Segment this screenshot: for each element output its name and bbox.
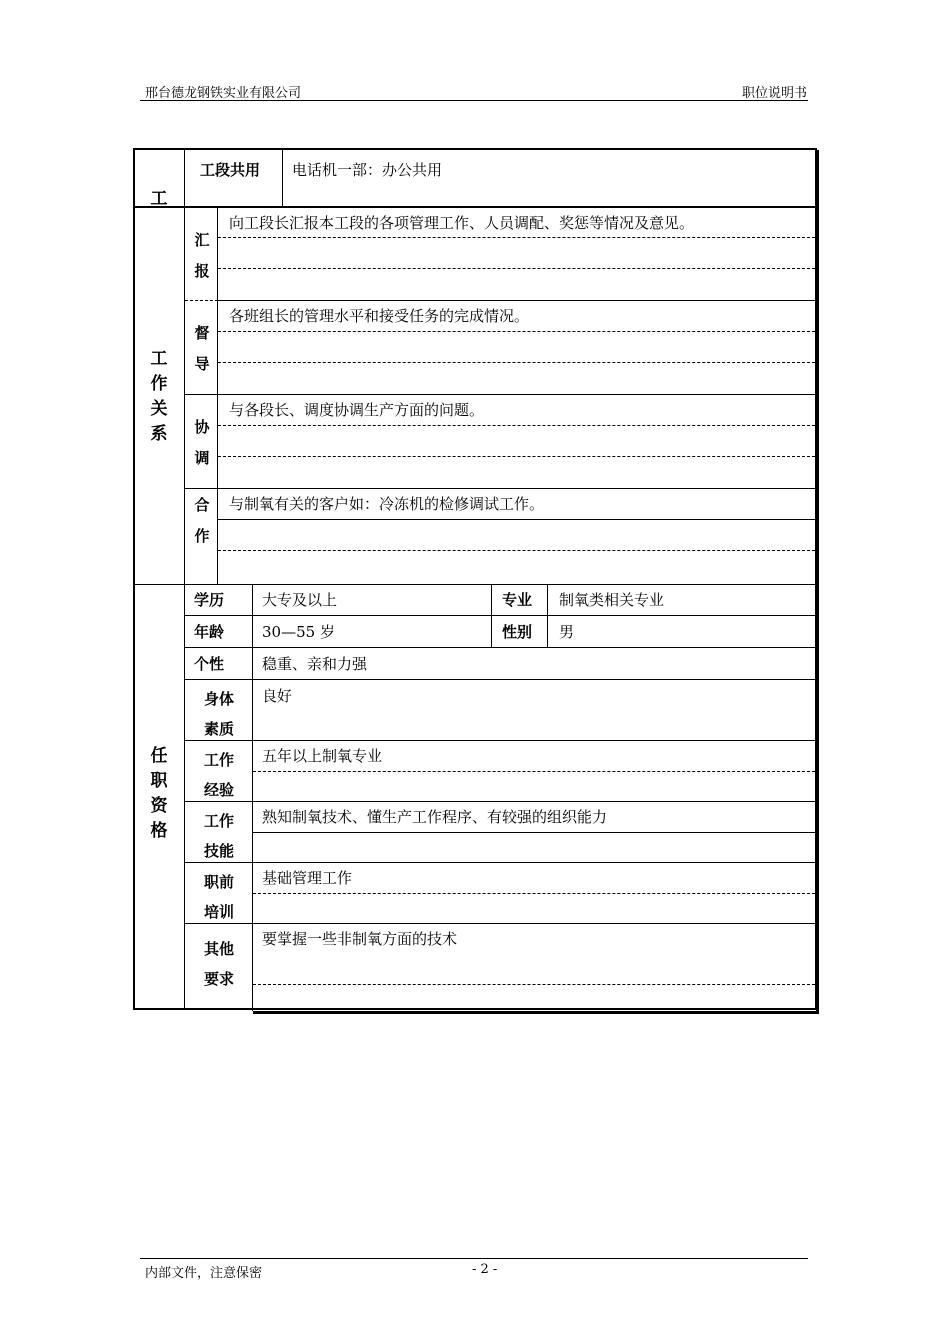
row-rule [185, 801, 815, 802]
company-name: 邢台德龙钢铁实业有限公司 [145, 86, 302, 101]
row-rule [185, 647, 815, 648]
dashed-rule [218, 456, 815, 457]
other-value: 要掌握一些非制氧方面的技术 [262, 930, 458, 948]
major-label: 专业 [502, 591, 533, 609]
row-rule [218, 300, 815, 301]
education-label: 学历 [194, 591, 225, 609]
dashed-rule [218, 268, 815, 269]
relation-text-cooperate: 与制氧有关的客户如：冷冻机的检修调试工作。 [229, 495, 545, 513]
row-rule [185, 862, 815, 863]
row-rule [185, 740, 815, 741]
training-value: 基础管理工作 [262, 869, 353, 887]
gender-value: 男 [559, 623, 575, 641]
row-rule [185, 615, 815, 616]
physical-label: 身体 素质 [203, 690, 234, 738]
relation-text-report: 向工段长汇报本工段的各项管理工作、人员调配、奖惩等情况及意见。 [229, 214, 695, 232]
relation-label-coordinate: 协 调 [194, 418, 210, 467]
personality-label: 个性 [194, 655, 225, 673]
cell-divider [491, 585, 492, 647]
physical-value: 良好 [262, 687, 293, 705]
row-rule [185, 488, 815, 489]
dashed-rule [218, 362, 815, 363]
experience-value: 五年以上制氧专业 [262, 747, 383, 765]
dashed-rule [218, 425, 815, 426]
dashed-rule [218, 331, 815, 332]
relation-text-supervise: 各班组长的管理水平和接受任务的完成情况。 [229, 307, 530, 325]
skills-value: 熟知制氧技术、懂生产工作程序、有较强的组织能力 [262, 808, 608, 826]
row-rule [135, 584, 815, 585]
other-label: 其他 要求 [203, 940, 234, 988]
section-label-relations: 工 作 关 系 [150, 349, 168, 444]
confidential-note: 内部文件，注意保密 [145, 1266, 263, 1281]
row-rule [135, 206, 815, 208]
table-shadow-bottom [253, 1011, 819, 1014]
dashed-rule [185, 300, 218, 301]
gender-label: 性别 [502, 623, 533, 641]
row-rule [185, 679, 815, 680]
document-type: 职位说明书 [741, 86, 807, 101]
relation-label-cooperate: 合 作 [194, 496, 210, 545]
relation-label-report: 汇 报 [194, 231, 210, 280]
top-row-divider [282, 150, 283, 206]
training-label: 职前 培训 [203, 873, 234, 921]
section-divider [184, 150, 185, 1008]
section-label-qualifications: 任 职 资 格 [150, 746, 168, 841]
education-value: 大专及以上 [262, 591, 338, 609]
table-shadow-right [816, 150, 819, 1014]
footer-rule [140, 1258, 808, 1259]
major-value: 制氧类相关专业 [559, 591, 665, 609]
age-label: 年龄 [194, 623, 225, 641]
experience-label: 工作 经验 [203, 751, 234, 799]
dashed-rule [253, 771, 815, 772]
qualifications-label-divider [252, 585, 253, 1011]
relations-label-divider [217, 207, 218, 584]
row-rule [185, 394, 815, 395]
cell-divider [547, 585, 548, 647]
row-rule [218, 519, 815, 520]
header-rule [140, 100, 808, 101]
age-value: 30—55 岁 [262, 623, 335, 641]
dashed-rule [218, 237, 815, 238]
shared-value: 电话机一部：办公共用 [292, 161, 443, 179]
dashed-rule [253, 984, 815, 985]
relation-text-coordinate: 与各段长、调度协调生产方面的问题。 [229, 401, 485, 419]
section-label-top: 工 [150, 189, 168, 209]
row-rule [253, 832, 815, 833]
dashed-rule [253, 893, 815, 894]
relation-label-supervise: 督 导 [194, 324, 210, 373]
personality-value: 稳重、亲和力强 [262, 655, 368, 673]
skills-label: 工作 技能 [203, 812, 234, 860]
dashed-rule [218, 550, 815, 551]
shared-label: 工段共用 [200, 161, 261, 179]
row-rule [185, 923, 815, 924]
page-number: - 2 - [472, 1262, 498, 1277]
